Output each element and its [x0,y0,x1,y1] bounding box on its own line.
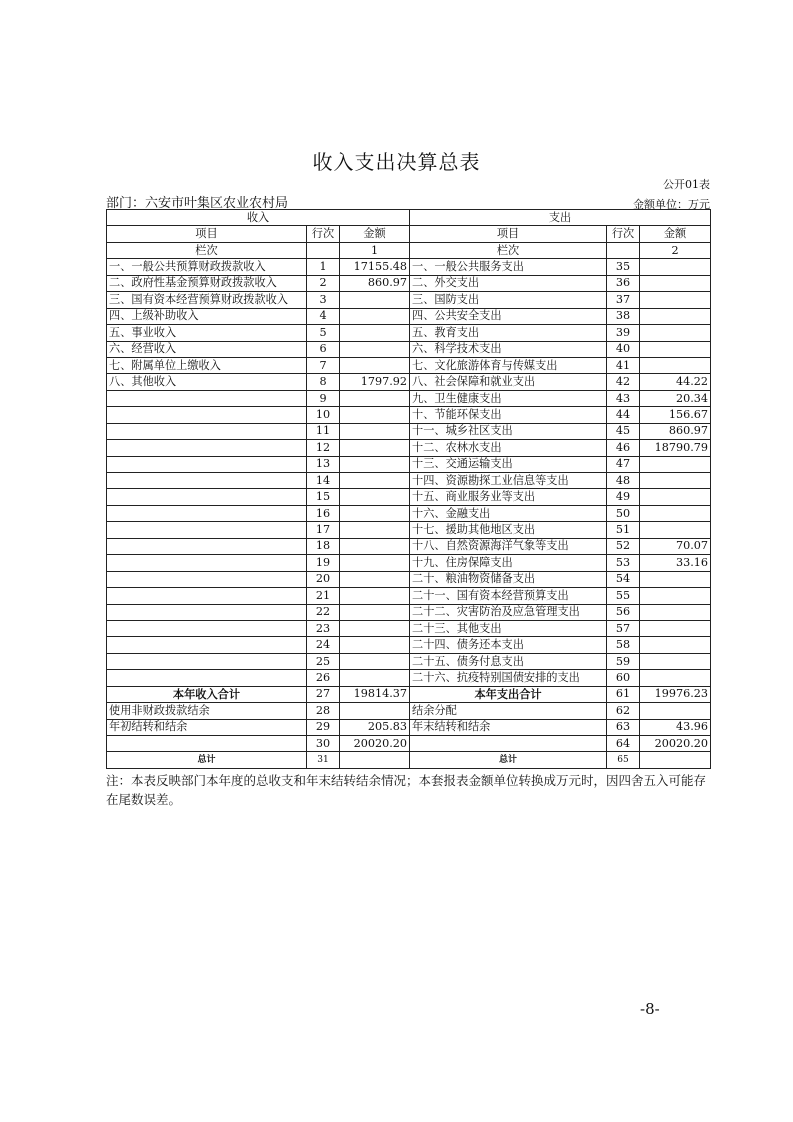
expense-row-no: 35 [607,259,640,275]
surplus-dist-label: 结余分配 [410,703,607,719]
surplus-dist-no: 62 [607,703,640,719]
form-number: 公开01表 [663,178,710,191]
income-row-no: 14 [307,473,340,489]
income-row-no: 22 [307,604,340,620]
income-amount [340,604,410,620]
income-item: 二、政府性基金预算财政拨款收入 [107,275,307,291]
income-item [107,505,307,521]
income-row-no: 26 [307,670,340,686]
income-amount [340,456,410,472]
begin-carryover-label: 年初结转和结余 [107,719,307,735]
grand-total-right-no: 65 [607,752,640,768]
expense-row-no: 44 [607,407,640,423]
expense-item: 九、卫生健康支出 [410,390,607,406]
income-row-no: 9 [307,390,340,406]
income-row-no: 23 [307,620,340,636]
income-item: 五、事业收入 [107,325,307,341]
income-amount [340,489,410,505]
nonfiscal-no: 28 [307,703,340,719]
table-row [107,489,711,505]
header-row-column-index [107,242,711,258]
expense-amount: 33.16 [640,555,711,571]
table-row [107,505,711,521]
table-row [107,571,711,587]
income-item [107,440,307,456]
expense-amount: 18790.79 [640,440,711,456]
sum-right-amount: 20020.20 [640,736,711,752]
expense-item: 二十五、债务付息支出 [410,653,607,669]
table-row [107,259,711,275]
begin-carryover-no: 29 [307,719,340,735]
expense-amount [640,571,711,587]
income-row-no: 21 [307,588,340,604]
income-amount [340,670,410,686]
income-item [107,653,307,669]
expense-item: 六、科学技术支出 [410,341,607,357]
expense-amount [640,275,711,291]
expense-item: 七、文化旅游体育与传媒支出 [410,357,607,373]
expense-amount [640,292,711,308]
income-row-no: 4 [307,308,340,324]
table-row [107,538,711,554]
income-row-no: 24 [307,637,340,653]
department-label: 部门：六安市叶集区农业农村局 [106,196,289,211]
expense-row-no: 49 [607,489,640,505]
income-amount [340,341,410,357]
expense-row-no: 51 [607,522,640,538]
table-row [107,407,711,423]
income-item [107,571,307,587]
income-amount: 860.97 [340,275,410,291]
table-row [107,604,711,620]
header-row-columns [107,226,711,242]
table-row [107,555,711,571]
income-amount [340,473,410,489]
empty-cell [640,752,711,768]
expense-item: 十二、农林水支出 [410,440,607,456]
expense-row-no: 36 [607,275,640,291]
income-amount-header: 金额 [340,226,410,242]
expense-row-no: 48 [607,473,640,489]
expense-row-no: 39 [607,325,640,341]
income-amount [340,423,410,439]
expense-row-no: 47 [607,456,640,472]
table-row [107,357,711,373]
table-row [107,374,711,390]
table-row [107,423,711,439]
expense-rowno-header: 行次 [607,226,640,242]
empty-cell [410,736,607,752]
table-row [107,308,711,324]
expense-amount [640,357,711,373]
income-expense-total-row [107,686,711,702]
table-row [107,292,711,308]
sum-row [107,736,711,752]
nonfiscal-label: 使用非财政拨款结余 [107,703,307,719]
expense-row-no: 59 [607,653,640,669]
expense-item: 二十二、灾害防治及应急管理支出 [410,604,607,620]
expense-item: 十四、资源勘探工业信息等支出 [410,473,607,489]
income-total-label: 本年收入合计 [107,686,307,702]
table-row [107,653,711,669]
expense-amount: 20.34 [640,390,711,406]
expense-row-no: 53 [607,555,640,571]
expense-row-no: 41 [607,357,640,373]
income-item [107,423,307,439]
grand-total-left-label: 总计 [107,752,307,768]
income-amount [340,653,410,669]
income-row-no: 11 [307,423,340,439]
expense-item: 十三、交通运输支出 [410,456,607,472]
expense-row-no: 45 [607,423,640,439]
nonfiscal-amount [340,703,410,719]
table-row [107,440,711,456]
expense-item: 十、节能环保支出 [410,407,607,423]
income-item [107,670,307,686]
table-row [107,588,711,604]
income-row-no: 13 [307,456,340,472]
expense-item: 十五、商业服务业等支出 [410,489,607,505]
income-row-no: 3 [307,292,340,308]
income-row-no: 8 [307,374,340,390]
income-amount [340,538,410,554]
expense-amount: 860.97 [640,423,711,439]
expense-item: 十一、城乡社区支出 [410,423,607,439]
expense-row-no: 42 [607,374,640,390]
income-col-label: 栏次 [107,242,307,258]
income-row-no: 25 [307,653,340,669]
income-row-no: 12 [307,440,340,456]
expense-row-no: 40 [607,341,640,357]
income-amount [340,637,410,653]
table-row [107,325,711,341]
expense-amount [640,489,711,505]
income-row-no: 20 [307,571,340,587]
income-amount [340,522,410,538]
income-amount [340,357,410,373]
expense-row-no: 50 [607,505,640,521]
table-row [107,456,711,472]
expense-row-no: 60 [607,670,640,686]
income-item: 八、其他收入 [107,374,307,390]
income-item [107,489,307,505]
income-row-no: 7 [307,357,340,373]
unit-label: 金额单位：万元 [633,198,710,211]
grand-total-left-no: 31 [307,752,340,768]
expense-item: 十七、援助其他地区支出 [410,522,607,538]
income-amount [340,555,410,571]
expense-amount [640,456,711,472]
income-row-no: 15 [307,489,340,505]
income-row-no: 1 [307,259,340,275]
nonfiscal-row [107,703,711,719]
income-amount [340,571,410,587]
table-row [107,275,711,291]
carryover-row [107,719,711,735]
income-item [107,604,307,620]
expense-row-no: 43 [607,390,640,406]
expense-row-no: 55 [607,588,640,604]
expense-item: 十六、金融支出 [410,505,607,521]
income-amount [340,292,410,308]
expense-item: 一、一般公共服务支出 [410,259,607,275]
income-header: 收入 [107,210,410,226]
table-row [107,390,711,406]
expense-amount-header: 金额 [640,226,711,242]
expense-item: 二十、粮油物资储备支出 [410,571,607,587]
expense-total-no: 61 [607,686,640,702]
expense-item: 十八、自然资源海洋气象等支出 [410,538,607,554]
end-carryover-label: 年末结转和结余 [410,719,607,735]
expense-item-header: 项目 [410,226,607,242]
expense-item: 四、公共安全支出 [410,308,607,324]
expense-amount: 44.22 [640,374,711,390]
end-carryover-amount: 43.96 [640,719,711,735]
table-row [107,637,711,653]
expense-item: 二十六、抗疫特别国债安排的支出 [410,670,607,686]
expense-col-label: 栏次 [410,242,607,258]
income-amount [340,620,410,636]
income-amount [340,407,410,423]
empty-cell [107,736,307,752]
income-amount [340,325,410,341]
income-item: 三、国有资本经营预算财政拨款收入 [107,292,307,308]
income-row-no: 10 [307,407,340,423]
expense-amount [640,308,711,324]
expense-amount [640,325,711,341]
grand-total-right-label: 总计 [410,752,607,768]
expense-row-no: 38 [607,308,640,324]
income-row-no: 16 [307,505,340,521]
expense-item: 二十三、其他支出 [410,620,607,636]
end-carryover-no: 63 [607,719,640,735]
income-item [107,473,307,489]
expense-amount: 70.07 [640,538,711,554]
empty-cell [607,242,640,258]
income-row-no: 6 [307,341,340,357]
expense-amount: 156.67 [640,407,711,423]
table-row [107,620,711,636]
expense-item: 十九、住房保障支出 [410,555,607,571]
expense-amount [640,637,711,653]
income-amount [340,440,410,456]
expense-row-no: 57 [607,620,640,636]
sum-right-no: 64 [607,736,640,752]
income-row-no: 19 [307,555,340,571]
income-item-header: 项目 [107,226,307,242]
income-item: 六、经营收入 [107,341,307,357]
expense-row-no: 54 [607,571,640,587]
expense-amount [640,505,711,521]
expense-row-no: 52 [607,538,640,554]
grand-total-row [107,752,711,768]
expense-item: 二、外交支出 [410,275,607,291]
expense-amount [640,341,711,357]
expense-total-label: 本年支出合计 [410,686,607,702]
expense-row-no: 56 [607,604,640,620]
income-amount [340,505,410,521]
income-item [107,588,307,604]
expense-amount [640,604,711,620]
income-amount [340,308,410,324]
expense-amount [640,620,711,636]
surplus-dist-amount [640,703,711,719]
expense-amount [640,653,711,669]
income-row-no: 18 [307,538,340,554]
header-row-sections [107,210,711,226]
income-col-index: 1 [340,242,410,258]
empty-cell [340,752,410,768]
table-row [107,670,711,686]
expense-total-amount: 19976.23 [640,686,711,702]
footnote: 注：本表反映部门本年度的总收支和年末结转结余情况；本套报表金额单位转换成万元时，因四舍五入可能存在尾数误差。 [106,773,707,807]
income-item: 七、附属单位上缴收入 [107,357,307,373]
empty-cell [307,242,340,258]
expense-item: 五、教育支出 [410,325,607,341]
income-amount [340,588,410,604]
expense-item: 八、社会保障和就业支出 [410,374,607,390]
income-item [107,555,307,571]
begin-carryover-amount: 205.83 [340,719,410,735]
sum-left-no: 30 [307,736,340,752]
table-row [107,522,711,538]
expense-amount [640,522,711,538]
expense-amount [640,473,711,489]
expense-amount [640,670,711,686]
income-item [107,407,307,423]
income-item: 一、一般公共预算财政拨款收入 [107,259,307,275]
income-row-no: 2 [307,275,340,291]
expense-header: 支出 [410,210,711,226]
table-row [107,473,711,489]
expense-amount [640,259,711,275]
expense-row-no: 37 [607,292,640,308]
page-title: 收入支出决算总表 [312,150,481,174]
income-total-no: 27 [307,686,340,702]
income-amount: 17155.48 [340,259,410,275]
income-rowno-header: 行次 [307,226,340,242]
income-item [107,522,307,538]
expense-item: 二十四、债务还本支出 [410,637,607,653]
page-number: -8- [640,1000,660,1018]
income-item: 四、上级补助收入 [107,308,307,324]
income-row-no: 5 [307,325,340,341]
table-row [107,341,711,357]
income-total-amount: 19814.37 [340,686,410,702]
income-item [107,456,307,472]
income-row-no: 17 [307,522,340,538]
income-item [107,538,307,554]
income-item [107,390,307,406]
expense-row-no: 58 [607,637,640,653]
sum-left-amount: 20020.20 [340,736,410,752]
expense-amount [640,588,711,604]
income-amount: 1797.92 [340,374,410,390]
income-item [107,637,307,653]
expense-item: 三、国防支出 [410,292,607,308]
income-item [107,620,307,636]
income-amount [340,390,410,406]
expense-item: 二十一、国有资本经营预算支出 [410,588,607,604]
budget-table [106,209,711,769]
expense-col-index: 2 [640,242,711,258]
expense-row-no: 46 [607,440,640,456]
